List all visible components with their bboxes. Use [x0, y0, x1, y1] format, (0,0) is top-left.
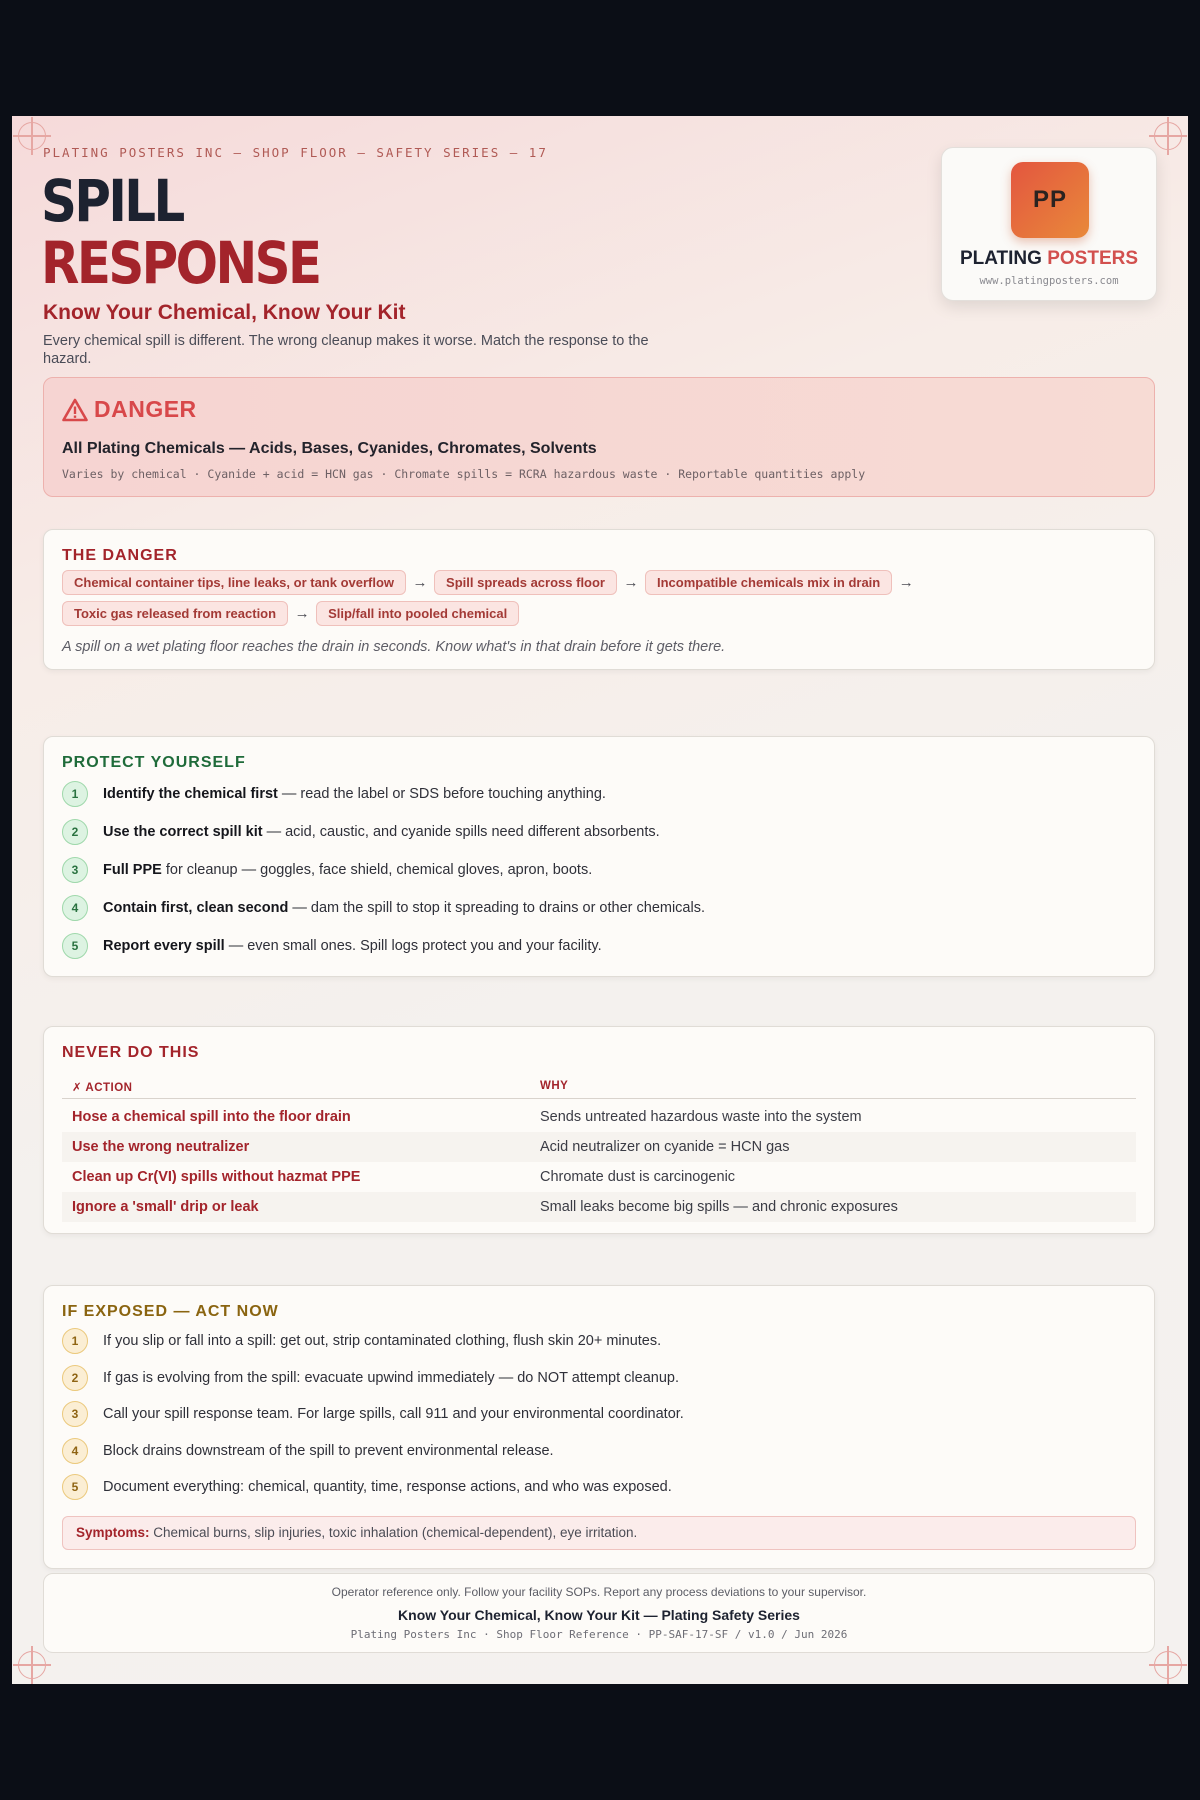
exposed-step [62, 1438, 554, 1464]
symptoms-text: Chemical burns, slip injuries, toxic inhalation (chemical-dependent), eye irritation. [149, 1525, 638, 1540]
table-row [62, 1162, 1136, 1192]
table-row [62, 1192, 1136, 1222]
step-text: — read the label or SDS before touching anything. [277, 786, 606, 802]
if-exposed-card [43, 1285, 1155, 1569]
protect-step [62, 857, 592, 883]
poster-title-line2: RESPONSE [41, 229, 320, 297]
step-text: — dam the spill to stop it spreading to drains or other chemicals. [288, 900, 705, 916]
step-text: If gas is evolving from the spill: evacuate upwind immediately — do NOT attempt cleanup. [103, 1370, 679, 1386]
why-cell: Small leaks become big spills — and chronic exposures [540, 1199, 898, 1215]
poster-subtitle: Know Your Chemical, Know Your Kit [43, 301, 406, 324]
step-emphasis: Identify the chemical first [103, 786, 278, 802]
step-emphasis: Use the correct spill kit [103, 824, 263, 840]
arrow-right-icon: → [412, 574, 428, 591]
the-danger-title: THE DANGER [62, 547, 178, 564]
danger-chain-step: Toxic gas released from reaction [62, 601, 288, 626]
exposed-step [62, 1401, 684, 1427]
the-danger-card [43, 529, 1155, 670]
why-cell: Sends untreated hazardous waste into the system [540, 1109, 862, 1125]
safety-poster [12, 116, 1188, 1684]
protect-yourself-card [43, 736, 1155, 977]
danger-details: Varies by chemical · Cyanide + acid = HCN gas · Chromate spills = RCRA hazardous waste · Reportable quantities apply [62, 467, 866, 481]
symptoms-callout [62, 1516, 1136, 1550]
footer-disclaimer: Operator reference only. Follow your facility SOPs. Report any process deviations to your supervisor. [331, 1585, 867, 1599]
protect-step [62, 933, 602, 959]
step-number-badge: 4 [62, 1438, 88, 1464]
danger-chain-step: Slip/fall into pooled chemical [316, 601, 519, 626]
danger-chain-step: Chemical container tips, line leaks, or tank overflow [62, 570, 406, 595]
registration-mark-bottom-left [18, 1651, 46, 1679]
danger-word: DANGER [94, 396, 197, 422]
step-text: If you slip or fall into a spill: get out, strip contaminated clothing, flush skin 20+ minutes. [103, 1333, 662, 1349]
poster-title-line1: SPILL [41, 167, 183, 235]
registration-mark-top-right [1154, 122, 1182, 150]
brand-logo-mark: PP [1011, 162, 1089, 238]
step-number-badge: 5 [62, 1474, 88, 1500]
registration-mark-top-left [18, 122, 46, 150]
danger-chain-step: Spill spreads across floor [434, 570, 617, 595]
never-do-this-card [43, 1026, 1155, 1234]
exposed-step [62, 1328, 661, 1354]
step-emphasis: Contain first, clean second [103, 900, 289, 916]
step-number-badge: 2 [62, 819, 88, 845]
brand-name [942, 248, 1156, 270]
table-row [62, 1132, 1136, 1162]
step-number-badge: 3 [62, 857, 88, 883]
action-cell: Ignore a 'small' drip or leak [72, 1199, 259, 1215]
step-text: for cleanup — goggles, face shield, chemical gloves, apron, boots. [161, 862, 593, 878]
step-number-badge: 3 [62, 1401, 88, 1427]
series-kicker: PLATING POSTERS INC — SHOP FLOOR — SAFETY SERIES — 17 [43, 145, 548, 160]
protect-step [62, 895, 705, 921]
danger-chain-row-1 [62, 570, 920, 595]
arrow-right-icon: → [898, 574, 914, 591]
step-emphasis: Report every spill [103, 938, 225, 954]
never-table-header [62, 1076, 1136, 1099]
danger-chain-step: Incompatible chemicals mix in drain [645, 570, 892, 595]
step-text: — even small ones. Spill logs protect you and your facility. [224, 938, 602, 954]
action-cell: Hose a chemical spill into the floor drain [72, 1109, 351, 1125]
arrow-right-icon: → [623, 574, 639, 591]
footer-doc-reference: Plating Posters Inc · Shop Floor Reference · PP-SAF-17-SF / v1.0 / Jun 2026 [350, 1628, 848, 1641]
table-row [62, 1102, 1136, 1132]
arrow-right-icon: → [294, 605, 310, 622]
brand-logo-card [941, 147, 1157, 301]
danger-note: A spill on a wet plating floor reaches the drain in seconds. Know what's in that drain before it gets there. [62, 639, 726, 655]
why-cell: Chromate dust is carcinogenic [540, 1169, 736, 1185]
brand-name-part1: PLATING [959, 248, 1042, 269]
protect-yourself-title: PROTECT YOURSELF [62, 754, 246, 771]
danger-chemicals-line: All Plating Chemicals — Acids, Bases, Cyanides, Chromates, Solvents [62, 440, 597, 457]
registration-mark-bottom-right [1154, 1651, 1182, 1679]
poster-footer [43, 1573, 1155, 1653]
warning-triangle-icon [62, 398, 88, 422]
why-cell: Acid neutralizer on cyanide = HCN gas [540, 1139, 790, 1155]
brand-url: www.platingposters.com [979, 275, 1119, 287]
action-cell: Use the wrong neutralizer [72, 1139, 250, 1155]
intro-text: Every chemical spill is different. The wrong cleanup makes it worse. Match the response to the hazard. [43, 333, 649, 367]
footer-series-title: Know Your Chemical, Know Your Kit — Plating Safety Series [398, 1607, 800, 1623]
step-number-badge: 2 [62, 1365, 88, 1391]
protect-step [62, 819, 660, 845]
step-number-badge: 1 [62, 1328, 88, 1354]
never-do-this-title: NEVER DO THIS [62, 1044, 200, 1061]
step-number-badge: 5 [62, 933, 88, 959]
column-header-action: ✗ ACTION [72, 1082, 133, 1094]
danger-banner-heading [62, 396, 197, 423]
danger-chain-row-2 [62, 601, 519, 626]
step-text: Call your spill response team. For large spills, call 911 and your environmental coordinator. [103, 1406, 684, 1422]
column-header-why: WHY [540, 1080, 569, 1092]
step-text: Document everything: chemical, quantity, time, response actions, and who was exposed. [103, 1479, 672, 1495]
if-exposed-title: IF EXPOSED — ACT NOW [62, 1303, 279, 1320]
step-emphasis: Full PPE [103, 862, 162, 878]
step-text: — acid, caustic, and cyanide spills need different absorbents. [262, 824, 660, 840]
step-number-badge: 1 [62, 781, 88, 807]
step-number-badge: 4 [62, 895, 88, 921]
step-text: Block drains downstream of the spill to prevent environmental release. [103, 1443, 554, 1459]
exposed-step [62, 1365, 679, 1391]
brand-name-part2: POSTERS [1047, 248, 1139, 269]
action-cell: Clean up Cr(VI) spills without hazmat PPE [72, 1169, 361, 1185]
protect-step [62, 781, 606, 807]
symptoms-label: Symptoms: [76, 1525, 150, 1540]
exposed-step [62, 1474, 672, 1500]
danger-banner [43, 377, 1155, 497]
